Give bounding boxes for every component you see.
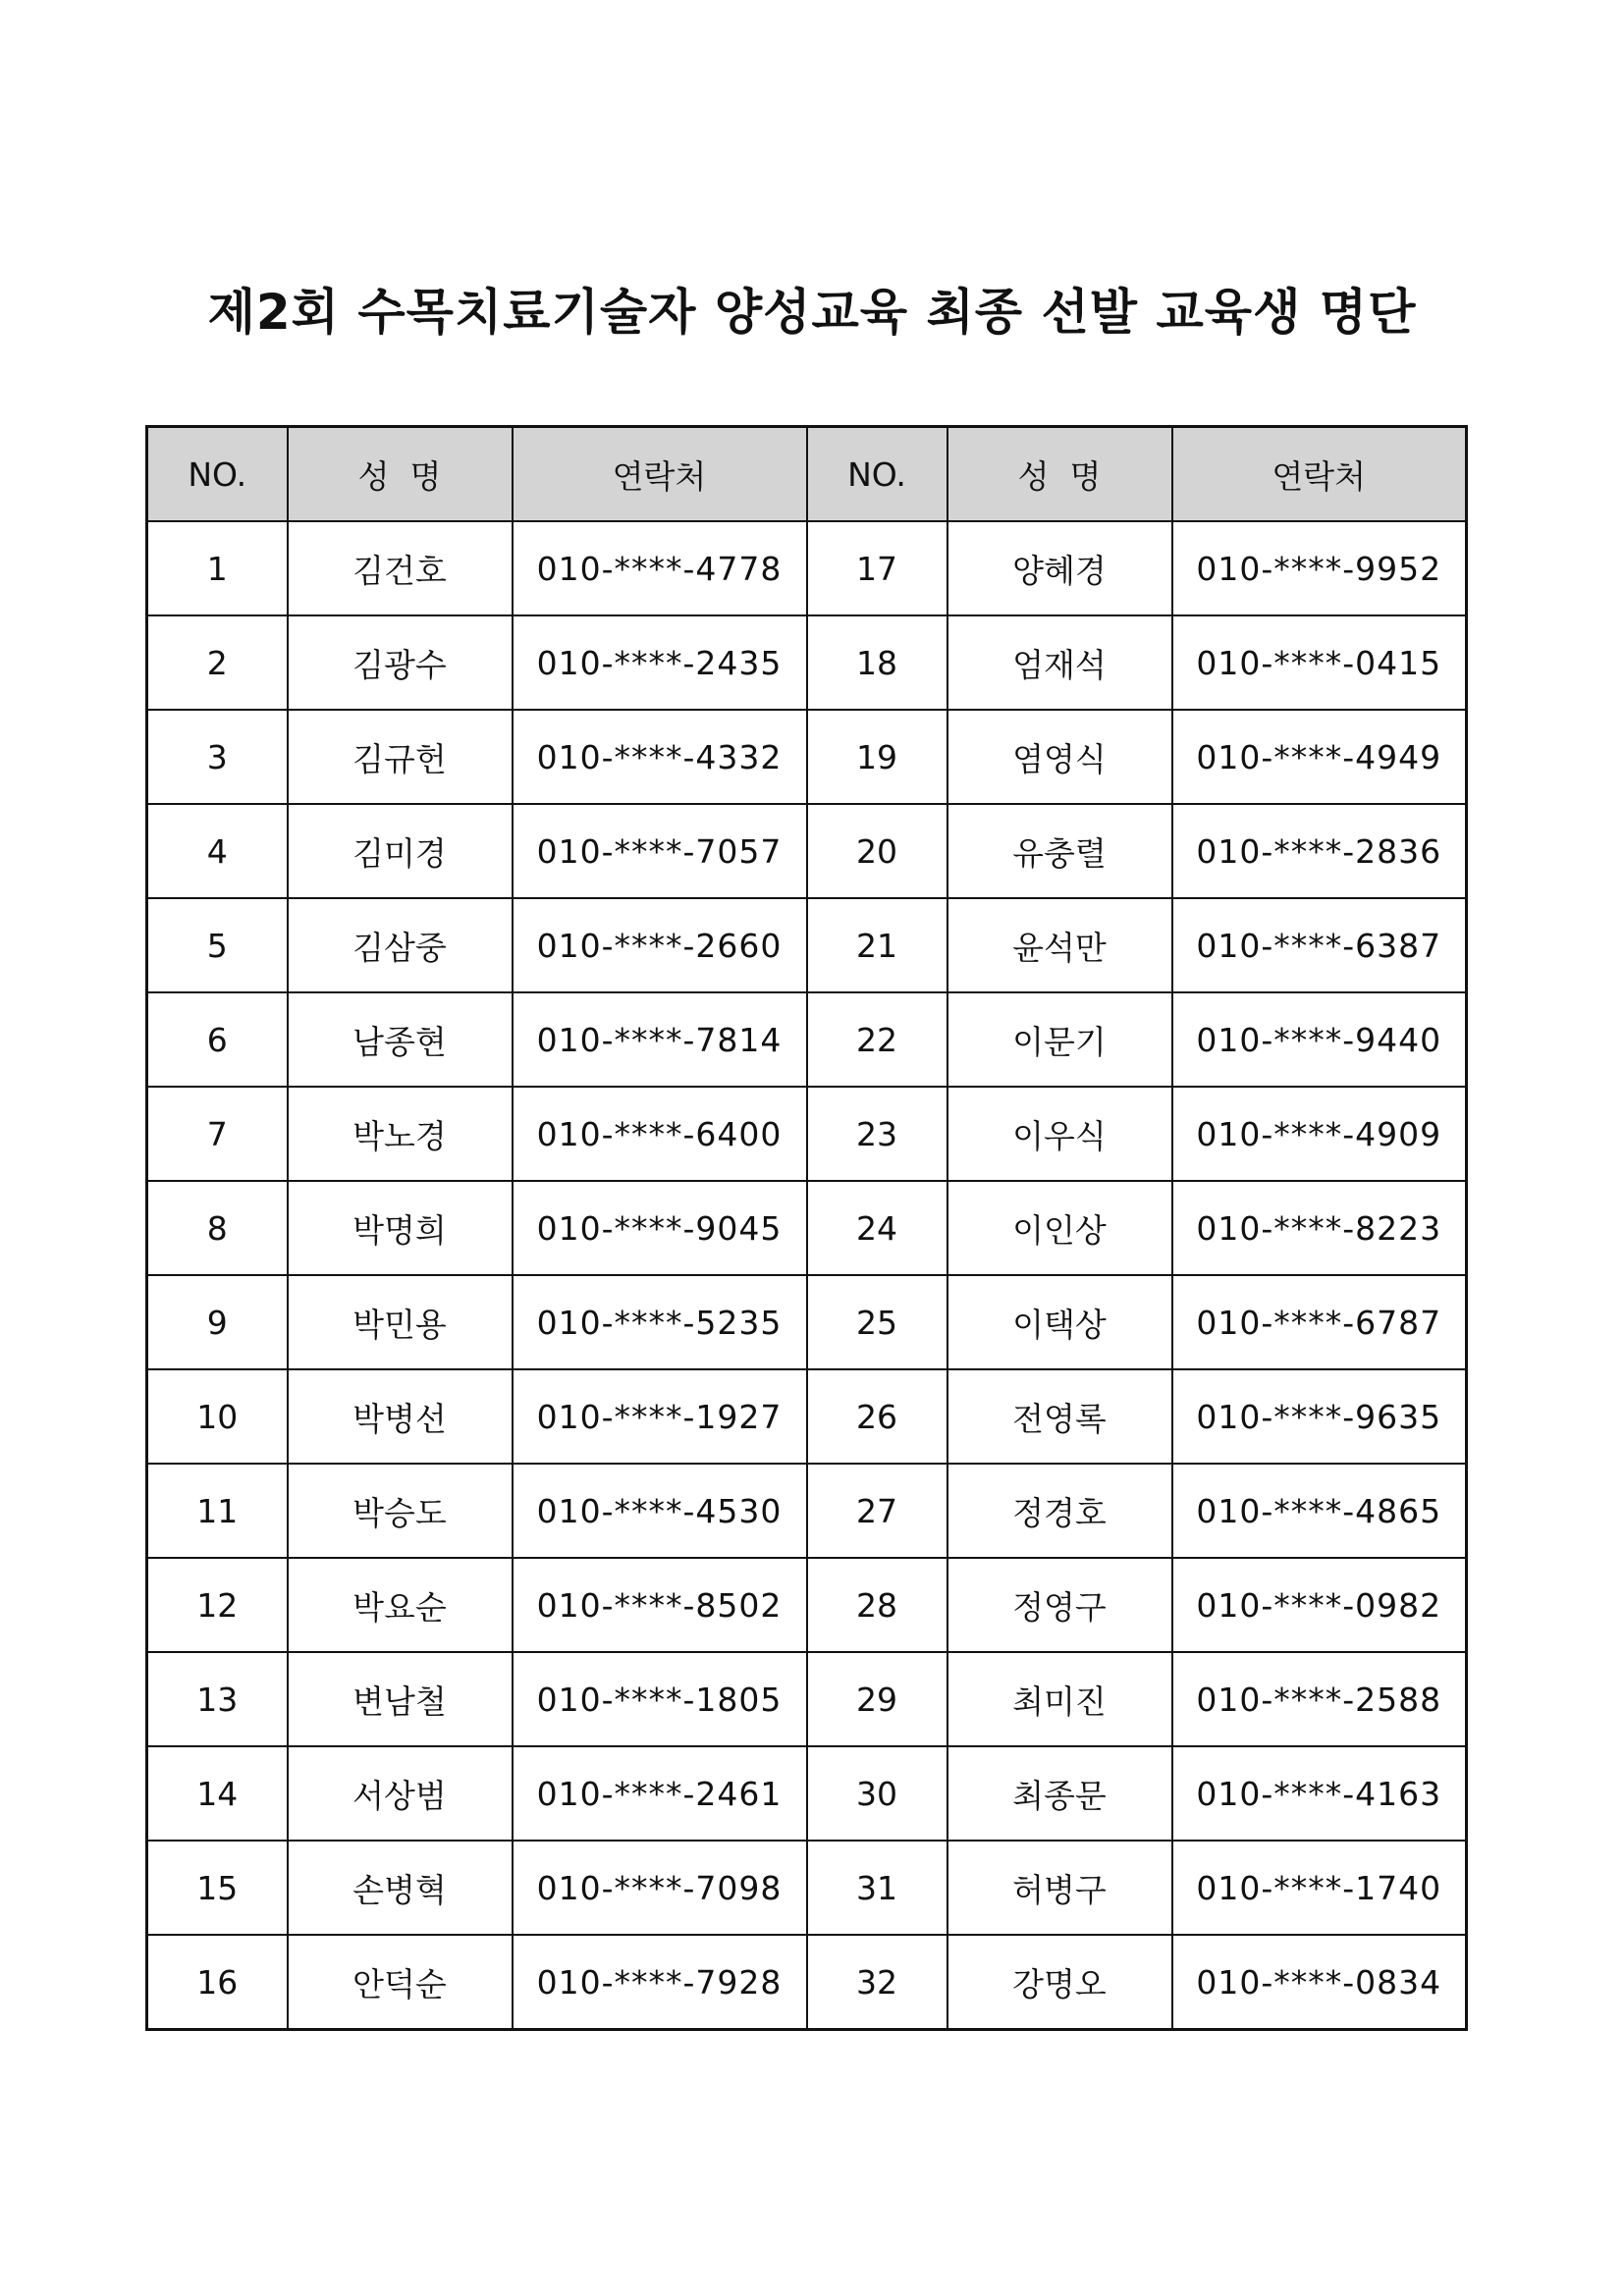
header-contact-right: 연락처	[1172, 427, 1467, 522]
left-contact-cell: 010-****-1927	[513, 1369, 807, 1464]
table-row	[147, 1369, 1467, 1464]
right-name-cell: 윤석만	[947, 898, 1172, 992]
left-name-cell: 김규헌	[288, 710, 513, 804]
right-name-cell: 정영구	[947, 1558, 1172, 1652]
left-no-cell: 1	[147, 521, 288, 615]
left-no-cell: 11	[147, 1464, 288, 1558]
right-contact-cell: 010-****-6387	[1172, 898, 1467, 992]
left-name-cell: 박승도	[288, 1464, 513, 1558]
right-contact-cell: 010-****-2588	[1172, 1652, 1467, 1746]
right-contact-cell: 010-****-8223	[1172, 1181, 1467, 1275]
right-no-cell: 26	[807, 1369, 947, 1464]
left-contact-cell: 010-****-7098	[513, 1841, 807, 1935]
right-no-cell: 32	[807, 1935, 947, 2030]
table-row	[147, 1841, 1467, 1935]
table-row	[147, 1652, 1467, 1746]
right-name-cell: 이인상	[947, 1181, 1172, 1275]
left-name-cell: 김미경	[288, 804, 513, 898]
right-contact-cell: 010-****-0982	[1172, 1558, 1467, 1652]
left-no-cell: 15	[147, 1841, 288, 1935]
left-contact-cell: 010-****-1805	[513, 1652, 807, 1746]
right-name-cell: 양혜경	[947, 521, 1172, 615]
right-name-cell: 이문기	[947, 992, 1172, 1087]
left-contact-cell: 010-****-7928	[513, 1935, 807, 2030]
right-no-cell: 19	[807, 710, 947, 804]
right-no-cell: 24	[807, 1181, 947, 1275]
right-name-cell: 이택상	[947, 1275, 1172, 1369]
right-no-cell: 21	[807, 898, 947, 992]
right-no-cell: 22	[807, 992, 947, 1087]
left-no-cell: 5	[147, 898, 288, 992]
right-name-cell: 최종문	[947, 1746, 1172, 1841]
left-contact-cell: 010-****-5235	[513, 1275, 807, 1369]
right-no-cell: 31	[807, 1841, 947, 1935]
left-contact-cell: 010-****-2435	[513, 615, 807, 710]
table-row	[147, 804, 1467, 898]
left-contact-cell: 010-****-4778	[513, 521, 807, 615]
table-row	[147, 898, 1467, 992]
header-contact-left: 연락처	[513, 427, 807, 522]
table-row	[147, 1464, 1467, 1558]
right-no-cell: 27	[807, 1464, 947, 1558]
table-row	[147, 615, 1467, 710]
left-name-cell: 손병혁	[288, 1841, 513, 1935]
left-contact-cell: 010-****-4332	[513, 710, 807, 804]
right-name-cell: 전영록	[947, 1369, 1172, 1464]
right-no-cell: 30	[807, 1746, 947, 1841]
left-contact-cell: 010-****-7057	[513, 804, 807, 898]
right-no-cell: 28	[807, 1558, 947, 1652]
table-header-row	[147, 427, 1467, 522]
left-no-cell: 16	[147, 1935, 288, 2030]
left-name-cell: 박노경	[288, 1087, 513, 1181]
right-name-cell: 허병구	[947, 1841, 1172, 1935]
left-no-cell: 4	[147, 804, 288, 898]
table-row	[147, 710, 1467, 804]
right-contact-cell: 010-****-4865	[1172, 1464, 1467, 1558]
table-row	[147, 1746, 1467, 1841]
left-name-cell: 박민용	[288, 1275, 513, 1369]
table-body	[147, 521, 1467, 2030]
left-no-cell: 14	[147, 1746, 288, 1841]
right-name-cell: 최미진	[947, 1652, 1172, 1746]
table-row	[147, 1275, 1467, 1369]
right-name-cell: 유충렬	[947, 804, 1172, 898]
right-contact-cell: 010-****-2836	[1172, 804, 1467, 898]
table-row	[147, 1558, 1467, 1652]
right-contact-cell: 010-****-0415	[1172, 615, 1467, 710]
header-no-left: NO.	[147, 427, 288, 522]
left-no-cell: 9	[147, 1275, 288, 1369]
left-name-cell: 변남철	[288, 1652, 513, 1746]
left-contact-cell: 010-****-6400	[513, 1087, 807, 1181]
left-no-cell: 3	[147, 710, 288, 804]
left-name-cell: 남종현	[288, 992, 513, 1087]
right-contact-cell: 010-****-0834	[1172, 1935, 1467, 2030]
right-name-cell: 엄재석	[947, 615, 1172, 710]
right-name-cell: 염영식	[947, 710, 1172, 804]
table-row	[147, 1087, 1467, 1181]
right-contact-cell: 010-****-4163	[1172, 1746, 1467, 1841]
left-contact-cell: 010-****-2660	[513, 898, 807, 992]
right-name-cell: 이우식	[947, 1087, 1172, 1181]
header-no-right: NO.	[807, 427, 947, 522]
header-name-left: 성 명	[288, 427, 513, 522]
left-name-cell: 박명희	[288, 1181, 513, 1275]
left-name-cell: 박병선	[288, 1369, 513, 1464]
left-name-cell: 서상범	[288, 1746, 513, 1841]
table-row	[147, 1935, 1467, 2030]
right-no-cell: 20	[807, 804, 947, 898]
right-no-cell: 25	[807, 1275, 947, 1369]
left-no-cell: 6	[147, 992, 288, 1087]
right-contact-cell: 010-****-9635	[1172, 1369, 1467, 1464]
left-no-cell: 12	[147, 1558, 288, 1652]
table-row	[147, 1181, 1467, 1275]
right-contact-cell: 010-****-4909	[1172, 1087, 1467, 1181]
table-row	[147, 521, 1467, 615]
left-no-cell: 8	[147, 1181, 288, 1275]
page-title: 제2회 수목치료기술자 양성교육 최종 선발 교육생 명단	[207, 284, 1417, 341]
left-no-cell: 7	[147, 1087, 288, 1181]
left-name-cell: 안덕순	[288, 1935, 513, 2030]
left-no-cell: 10	[147, 1369, 288, 1464]
left-name-cell: 박요순	[288, 1558, 513, 1652]
right-contact-cell: 010-****-9952	[1172, 521, 1467, 615]
right-no-cell: 23	[807, 1087, 947, 1181]
right-no-cell: 18	[807, 615, 947, 710]
left-name-cell: 김삼중	[288, 898, 513, 992]
left-no-cell: 13	[147, 1652, 288, 1746]
header-name-right: 성 명	[947, 427, 1172, 522]
right-contact-cell: 010-****-9440	[1172, 992, 1467, 1087]
table-row	[147, 992, 1467, 1087]
right-contact-cell: 010-****-4949	[1172, 710, 1467, 804]
left-name-cell: 김건호	[288, 521, 513, 615]
left-contact-cell: 010-****-8502	[513, 1558, 807, 1652]
left-no-cell: 2	[147, 615, 288, 710]
left-contact-cell: 010-****-4530	[513, 1464, 807, 1558]
right-name-cell: 강명오	[947, 1935, 1172, 2030]
left-contact-cell: 010-****-2461	[513, 1746, 807, 1841]
left-contact-cell: 010-****-9045	[513, 1181, 807, 1275]
right-contact-cell: 010-****-6787	[1172, 1275, 1467, 1369]
right-no-cell: 17	[807, 521, 947, 615]
left-contact-cell: 010-****-7814	[513, 992, 807, 1087]
right-no-cell: 29	[807, 1652, 947, 1746]
trainee-roster-table	[145, 425, 1468, 2031]
left-name-cell: 김광수	[288, 615, 513, 710]
right-name-cell: 정경호	[947, 1464, 1172, 1558]
right-contact-cell: 010-****-1740	[1172, 1841, 1467, 1935]
